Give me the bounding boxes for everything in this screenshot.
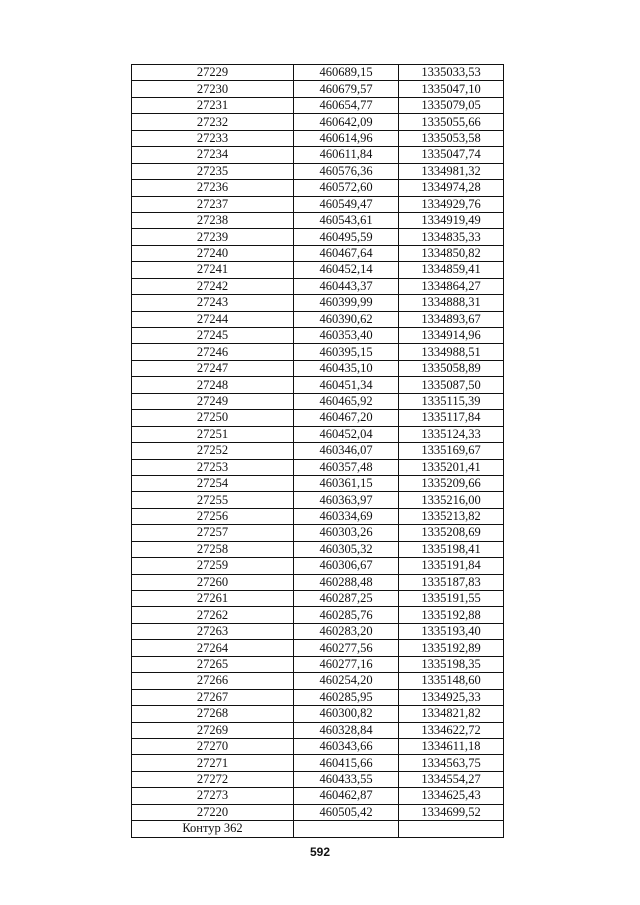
table-row: [132, 311, 504, 327]
point-number-cell: 27258: [132, 541, 294, 557]
y-coordinate-cell: 1335191,55: [399, 591, 504, 607]
point-number-cell: 27244: [132, 311, 294, 327]
point-number-cell: 27251: [132, 426, 294, 442]
x-coordinate-cell: 460465,92: [294, 393, 399, 409]
point-number-cell: 27231: [132, 97, 294, 113]
table-row: [132, 689, 504, 705]
x-coordinate-cell: 460328,84: [294, 722, 399, 738]
point-number-cell: 27243: [132, 295, 294, 311]
point-number-cell: 27246: [132, 344, 294, 360]
x-coordinate-cell: 460361,15: [294, 475, 399, 491]
y-coordinate-cell: 1335198,35: [399, 656, 504, 672]
x-coordinate-cell: 460334,69: [294, 508, 399, 524]
point-number-cell: 27261: [132, 591, 294, 607]
y-coordinate-cell: 1334850,82: [399, 245, 504, 261]
table-row: [132, 360, 504, 376]
coordinates-table-body: [132, 65, 504, 838]
x-coordinate-cell: 460462,87: [294, 788, 399, 804]
table-row: [132, 81, 504, 97]
table-row: [132, 541, 504, 557]
table-row: [132, 97, 504, 113]
y-coordinate-cell: 1335053,58: [399, 130, 504, 146]
x-coordinate-cell: 460654,77: [294, 97, 399, 113]
y-coordinate-cell: 1335192,89: [399, 640, 504, 656]
x-coordinate-cell: 460254,20: [294, 673, 399, 689]
point-number-cell: 27266: [132, 673, 294, 689]
x-coordinate-cell: 460306,67: [294, 558, 399, 574]
x-coordinate-cell: 460505,42: [294, 804, 399, 820]
table-row: [132, 722, 504, 738]
y-coordinate-cell: 1335115,39: [399, 393, 504, 409]
y-coordinate-cell: 1335047,74: [399, 147, 504, 163]
point-number-cell: 27235: [132, 163, 294, 179]
point-number-cell: 27272: [132, 771, 294, 787]
table-row: [132, 377, 504, 393]
x-coordinate-cell: 460433,55: [294, 771, 399, 787]
point-number-cell: 27229: [132, 65, 294, 81]
y-coordinate-cell: 1335087,50: [399, 377, 504, 393]
table-row: [132, 114, 504, 130]
point-number-cell: 27230: [132, 81, 294, 97]
y-coordinate-cell: 1335209,66: [399, 475, 504, 491]
table-row: [132, 656, 504, 672]
x-coordinate-cell: 460452,14: [294, 262, 399, 278]
table-row: [132, 245, 504, 261]
y-coordinate-cell: 1334859,41: [399, 262, 504, 278]
x-coordinate-cell: [294, 821, 399, 837]
point-number-cell: 27259: [132, 558, 294, 574]
x-coordinate-cell: 460288,48: [294, 574, 399, 590]
x-coordinate-cell: 460346,07: [294, 443, 399, 459]
point-number-cell: 27248: [132, 377, 294, 393]
point-number-cell: 27271: [132, 755, 294, 771]
y-coordinate-cell: 1335191,84: [399, 558, 504, 574]
table-row: [132, 344, 504, 360]
point-number-cell: 27265: [132, 656, 294, 672]
y-coordinate-cell: 1335058,89: [399, 360, 504, 376]
x-coordinate-cell: 460399,99: [294, 295, 399, 311]
x-coordinate-cell: 460435,10: [294, 360, 399, 376]
x-coordinate-cell: 460572,60: [294, 180, 399, 196]
x-coordinate-cell: 460576,36: [294, 163, 399, 179]
table-row: [132, 640, 504, 656]
y-coordinate-cell: 1335148,60: [399, 673, 504, 689]
point-number-cell: Контур 362: [132, 821, 294, 837]
point-number-cell: 27268: [132, 706, 294, 722]
point-number-cell: 27256: [132, 508, 294, 524]
y-coordinate-cell: 1334625,43: [399, 788, 504, 804]
x-coordinate-cell: 460495,59: [294, 229, 399, 245]
x-coordinate-cell: 460363,97: [294, 492, 399, 508]
y-coordinate-cell: 1334864,27: [399, 278, 504, 294]
point-number-cell: 27249: [132, 393, 294, 409]
y-coordinate-cell: 1335208,69: [399, 525, 504, 541]
y-coordinate-cell: 1334988,51: [399, 344, 504, 360]
x-coordinate-cell: 460611,84: [294, 147, 399, 163]
x-coordinate-cell: 460285,76: [294, 607, 399, 623]
point-number-cell: 27241: [132, 262, 294, 278]
point-number-cell: 27254: [132, 475, 294, 491]
table-row: [132, 508, 504, 524]
table-row: [132, 771, 504, 787]
point-number-cell: 27267: [132, 689, 294, 705]
point-number-cell: 27232: [132, 114, 294, 130]
point-number-cell: 27247: [132, 360, 294, 376]
point-number-cell: 27255: [132, 492, 294, 508]
table-row: [132, 278, 504, 294]
table-row: [132, 574, 504, 590]
y-coordinate-cell: 1335117,84: [399, 410, 504, 426]
x-coordinate-cell: 460305,32: [294, 541, 399, 557]
table-row: [132, 673, 504, 689]
y-coordinate-cell: 1334821,82: [399, 706, 504, 722]
x-coordinate-cell: 460451,34: [294, 377, 399, 393]
y-coordinate-cell: 1335124,33: [399, 426, 504, 442]
y-coordinate-cell: 1334893,67: [399, 311, 504, 327]
point-number-cell: 27238: [132, 212, 294, 228]
y-coordinate-cell: 1335201,41: [399, 459, 504, 475]
point-number-cell: 27237: [132, 196, 294, 212]
x-coordinate-cell: 460285,95: [294, 689, 399, 705]
x-coordinate-cell: 460614,96: [294, 130, 399, 146]
table-row: [132, 788, 504, 804]
y-coordinate-cell: 1335033,53: [399, 65, 504, 81]
y-coordinate-cell: 1335055,66: [399, 114, 504, 130]
x-coordinate-cell: 460549,47: [294, 196, 399, 212]
y-coordinate-cell: 1334981,32: [399, 163, 504, 179]
x-coordinate-cell: 460467,20: [294, 410, 399, 426]
table-row: [132, 821, 504, 837]
table-row: [132, 393, 504, 409]
point-number-cell: 27242: [132, 278, 294, 294]
x-coordinate-cell: 460467,64: [294, 245, 399, 261]
x-coordinate-cell: 460543,61: [294, 212, 399, 228]
point-number-cell: 27250: [132, 410, 294, 426]
table-row: [132, 130, 504, 146]
point-number-cell: 27257: [132, 525, 294, 541]
x-coordinate-cell: 460283,20: [294, 623, 399, 639]
x-coordinate-cell: 460452,04: [294, 426, 399, 442]
x-coordinate-cell: 460343,66: [294, 738, 399, 754]
x-coordinate-cell: 460277,56: [294, 640, 399, 656]
y-coordinate-cell: 1334929,76: [399, 196, 504, 212]
table-row: [132, 196, 504, 212]
y-coordinate-cell: 1335047,10: [399, 81, 504, 97]
table-row: [132, 804, 504, 820]
y-coordinate-cell: 1334925,33: [399, 689, 504, 705]
table-row: [132, 443, 504, 459]
y-coordinate-cell: 1335216,00: [399, 492, 504, 508]
table-row: [132, 492, 504, 508]
y-coordinate-cell: 1335193,40: [399, 623, 504, 639]
table-row: [132, 147, 504, 163]
table-row: [132, 558, 504, 574]
coordinates-table: [131, 64, 504, 838]
y-coordinate-cell: 1334919,49: [399, 212, 504, 228]
x-coordinate-cell: 460395,15: [294, 344, 399, 360]
x-coordinate-cell: 460642,09: [294, 114, 399, 130]
point-number-cell: 27260: [132, 574, 294, 590]
table-row: [132, 328, 504, 344]
y-coordinate-cell: 1334914,96: [399, 328, 504, 344]
x-coordinate-cell: 460443,37: [294, 278, 399, 294]
y-coordinate-cell: 1334835,33: [399, 229, 504, 245]
table-row: [132, 623, 504, 639]
table-row: [132, 212, 504, 228]
y-coordinate-cell: 1335192,88: [399, 607, 504, 623]
point-number-cell: 27240: [132, 245, 294, 261]
point-number-cell: 27273: [132, 788, 294, 804]
x-coordinate-cell: 460689,15: [294, 65, 399, 81]
table-row: [132, 525, 504, 541]
table-row: [132, 459, 504, 475]
table-row: [132, 755, 504, 771]
x-coordinate-cell: 460679,57: [294, 81, 399, 97]
x-coordinate-cell: 460415,66: [294, 755, 399, 771]
table-row: [132, 475, 504, 491]
table-row: [132, 607, 504, 623]
x-coordinate-cell: 460303,26: [294, 525, 399, 541]
table-row: [132, 738, 504, 754]
y-coordinate-cell: 1334563,75: [399, 755, 504, 771]
table-row: [132, 163, 504, 179]
y-coordinate-cell: 1335079,05: [399, 97, 504, 113]
point-number-cell: 27220: [132, 804, 294, 820]
point-number-cell: 27270: [132, 738, 294, 754]
y-coordinate-cell: 1334611,18: [399, 738, 504, 754]
table-row: [132, 262, 504, 278]
y-coordinate-cell: 1334699,52: [399, 804, 504, 820]
x-coordinate-cell: 460277,16: [294, 656, 399, 672]
table-row: [132, 295, 504, 311]
y-coordinate-cell: 1334974,28: [399, 180, 504, 196]
table-row: [132, 426, 504, 442]
table-row: [132, 410, 504, 426]
y-coordinate-cell: 1335213,82: [399, 508, 504, 524]
point-number-cell: 27252: [132, 443, 294, 459]
point-number-cell: 27263: [132, 623, 294, 639]
x-coordinate-cell: 460390,62: [294, 311, 399, 327]
x-coordinate-cell: 460300,82: [294, 706, 399, 722]
y-coordinate-cell: 1335187,83: [399, 574, 504, 590]
table-row: [132, 229, 504, 245]
y-coordinate-cell: 1335198,41: [399, 541, 504, 557]
y-coordinate-cell: [399, 821, 504, 837]
point-number-cell: 27234: [132, 147, 294, 163]
x-coordinate-cell: 460357,48: [294, 459, 399, 475]
table-row: [132, 65, 504, 81]
x-coordinate-cell: 460287,25: [294, 591, 399, 607]
point-number-cell: 27233: [132, 130, 294, 146]
y-coordinate-cell: 1335169,67: [399, 443, 504, 459]
table-row: [132, 180, 504, 196]
point-number-cell: 27253: [132, 459, 294, 475]
page-number: 592: [309, 845, 331, 859]
point-number-cell: 27236: [132, 180, 294, 196]
point-number-cell: 27245: [132, 328, 294, 344]
x-coordinate-cell: 460353,40: [294, 328, 399, 344]
point-number-cell: 27262: [132, 607, 294, 623]
table-row: [132, 591, 504, 607]
point-number-cell: 27269: [132, 722, 294, 738]
point-number-cell: 27264: [132, 640, 294, 656]
point-number-cell: 27239: [132, 229, 294, 245]
y-coordinate-cell: 1334622,72: [399, 722, 504, 738]
y-coordinate-cell: 1334554,27: [399, 771, 504, 787]
table-row: [132, 706, 504, 722]
y-coordinate-cell: 1334888,31: [399, 295, 504, 311]
